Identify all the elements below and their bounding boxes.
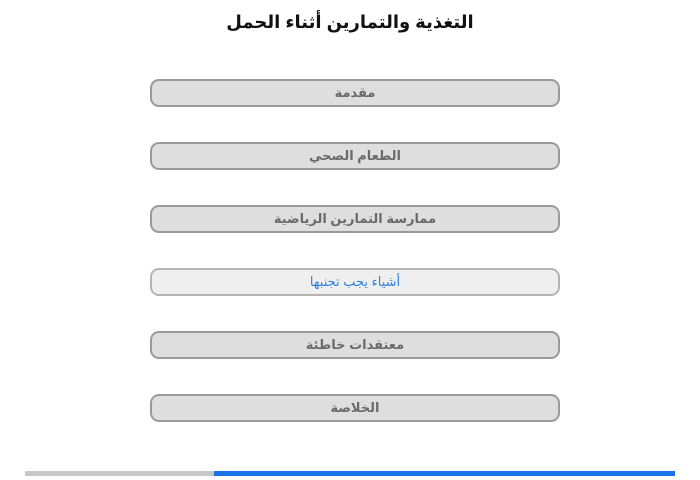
menu-item-introduction[interactable]: مقدمة bbox=[150, 79, 560, 107]
progress-bar-fill bbox=[25, 471, 214, 476]
section-menu bbox=[150, 79, 560, 457]
menu-item-misconceptions[interactable]: معتقدات خاطئة bbox=[150, 331, 560, 359]
page-title: التغذية والتمارين أثناء الحمل bbox=[226, 12, 474, 32]
menu-item-summary[interactable]: الخلاصة bbox=[150, 394, 560, 422]
progress-bar bbox=[25, 471, 675, 476]
menu-item-exercise[interactable]: ممارسة التمارين الرياضية bbox=[150, 205, 560, 233]
menu-item-things-to-avoid[interactable]: أشياء يجب تجنبها bbox=[150, 268, 560, 296]
menu-item-healthy-food[interactable]: الطعام الصحي bbox=[150, 142, 560, 170]
